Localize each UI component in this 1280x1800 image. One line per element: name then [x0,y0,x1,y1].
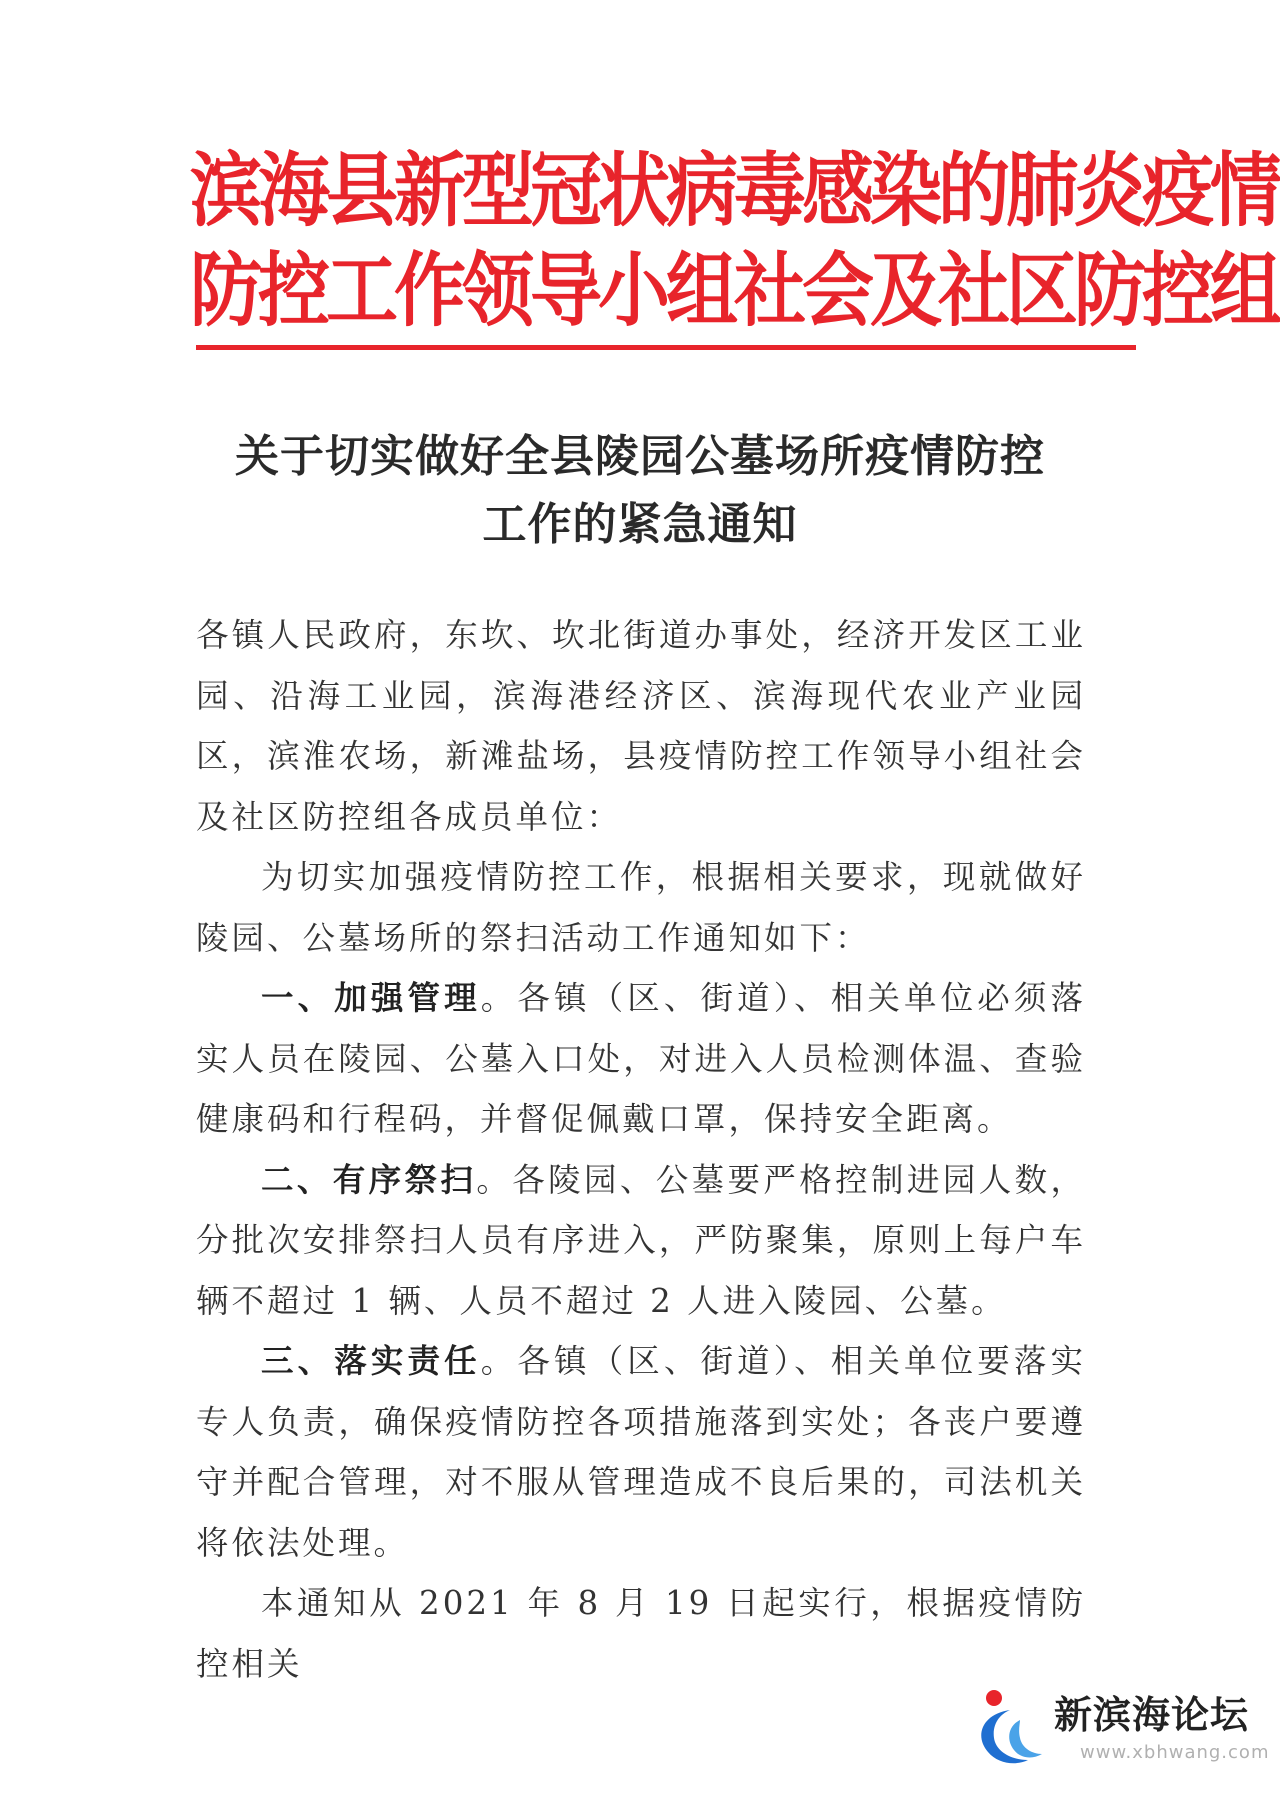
section-1-text: 。各镇（区、街道）、相关单位必须落实人员在陵园、公墓入口处，对进入人员检测体温、查验健康码和行程码，并督促佩戴口罩，保持安全距离。 [196,979,1086,1138]
notice-title-line-1: 关于切实做好全县陵园公墓场所疫情防控 [235,431,1045,482]
forum-logo-icon [962,1680,1052,1780]
section-2-paragraph [196,1150,1086,1332]
section-2-text: 。各陵园、公墓要严格控制进园人数，分批次安排祭扫人员有序进入，严防聚集，原则上每户车辆不超过 1 辆、人员不超过 2 人进入陵园、公墓。 [196,1160,1086,1320]
intro-paragraph: 为切实加强疫情防控工作，根据相关要求，现就做好陵园、公墓场所的祭扫活动工作通知如下： [196,858,1086,957]
section-1-heading: 一、加强管理 [261,979,481,1017]
section-3-paragraph [196,1331,1086,1573]
forum-watermark [962,1674,1270,1784]
notice-body [196,605,1086,1694]
forum-name: 新滨海论坛 [1054,1693,1250,1737]
section-3-text: 。各镇（区、街道）、相关单位要落实专人负责，确保疫情防控各项措施落到实处；各丧户要遵守并配合管理，对不服从管理造成不良后果的，司法机关将依法处理。 [196,1342,1086,1562]
issuer-header-line-1: 滨海县新型冠状病毒感染的肺炎疫情 [190,142,1279,238]
section-2-heading: 二、有序祭扫 [261,1160,477,1199]
section-3-heading: 三、落实责任 [261,1342,481,1380]
red-header-rule [196,345,1136,350]
closing-paragraph: 本通知从 2021 年 8 月 19 日起实行，根据疫情防控相关 [196,1584,1086,1683]
section-1-paragraph [196,968,1086,1150]
issuer-header-line-2: 防控工作领导小组社会及社区防控组 [190,242,1279,338]
forum-url: www.xbhwang.com [1080,1742,1270,1763]
addressee-paragraph: 各镇人民政府，东坎、坎北街道办事处，经济开发区工业园、沿海工业园，滨海港经济区、滨海现代农业产业园区，滨淮农场，新滩盐场，县疫情防控工作领导小组社会及社区防控组各成员单位： [196,616,1086,836]
notice-title-line-2: 工作的紧急通知 [482,499,798,550]
